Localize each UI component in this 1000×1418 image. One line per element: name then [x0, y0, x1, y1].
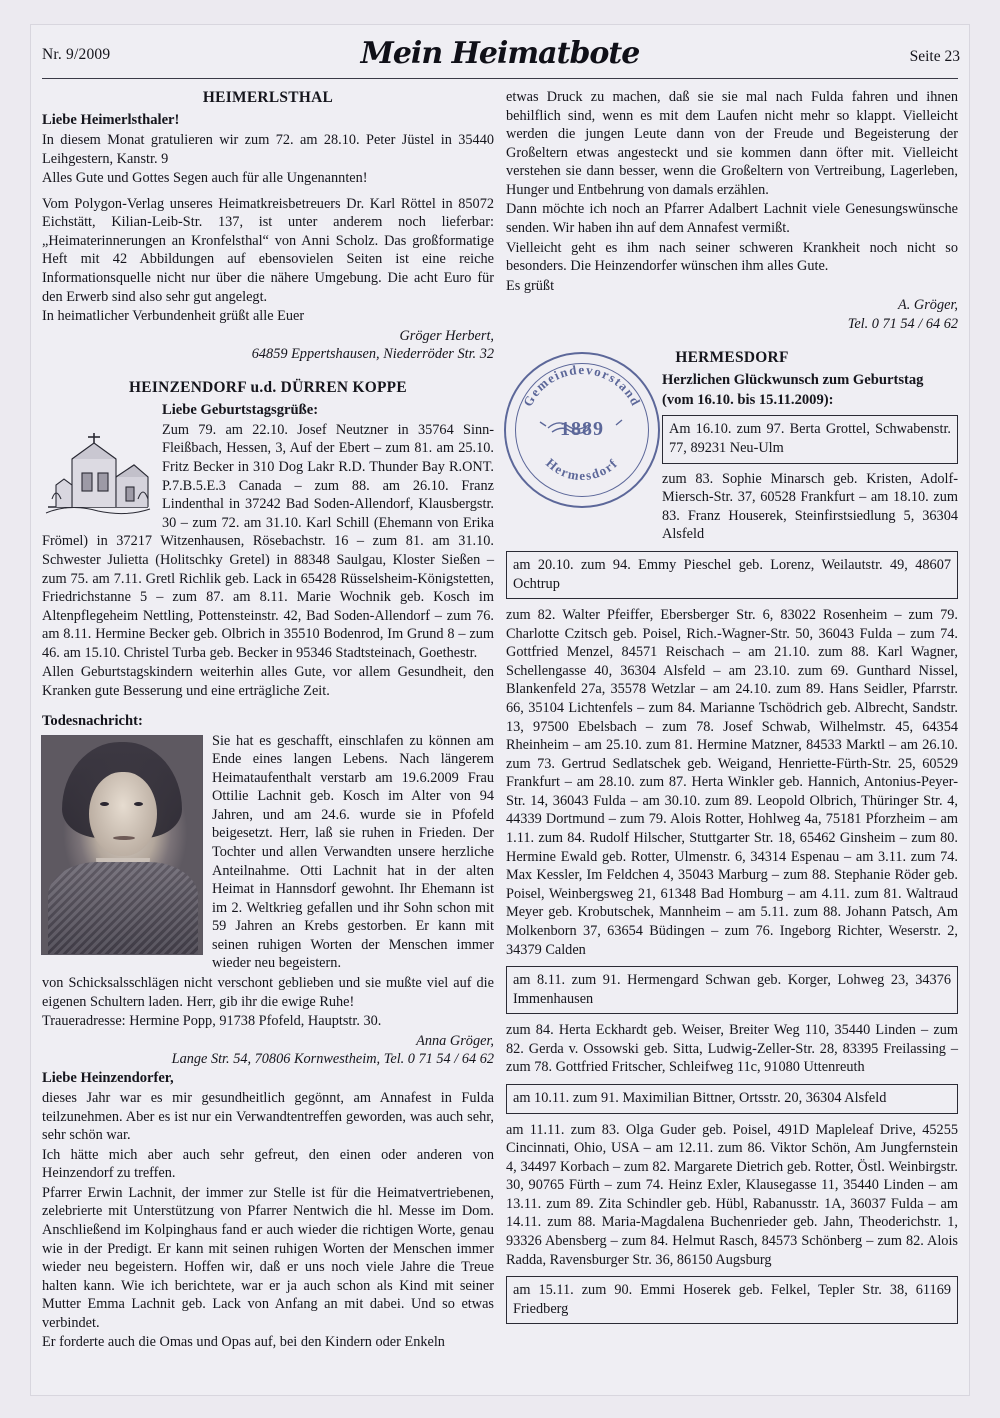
heimerlsthal-para-2: Alles Gute und Gottes Segen auch für alle Ungenannten!	[42, 170, 368, 187]
hermesdorf-lead-1: Herzlichen Glückwunsch zum Geburtstag	[662, 371, 924, 388]
masthead	[30, 36, 970, 76]
letter-para-1: dieses Jahr war es mir gesundheitlich gegönnt, am Annafest in Fulda teilzunehmen. Aber es ist nur ein Verwandtentreffen geworden, was auch sehr, sehr schön war.	[42, 1089, 494, 1144]
right-para-4: Es grüßt	[506, 277, 555, 294]
section-title-heimerlsthal: HEIMERLSTHAL	[202, 89, 334, 106]
section-title-hermesdorf: HERMESDORF	[675, 348, 789, 366]
heinzendorf-closing: Allen Geburtstagskindern weiterhin alles Gute, vor allem Gesundheit, den Kranken gute Besserung und eine erträgliche Zeit.	[42, 664, 494, 699]
municipal-stamp-icon	[504, 352, 660, 508]
svg-text:Gemeindevorstand	[520, 362, 644, 409]
left-column	[42, 88, 494, 1353]
svg-text:Hermesdorf	[543, 455, 621, 483]
right-para-1: etwas Druck zu machen, daß sie sie mal nach Fulda fahren und ihnen behilflich sind, wenn es mit dem Laufen nicht mehr so klappt. Vielleicht werden die jungen Leute dann von der Freude und Begeisterung der Großeltern etwas angesteckt und sie kommen dann öfter mit. Vielleicht verstehen sie dann besser, wenn die Großeltern von Vertreibung, Lagerleben, Hunger und Entbehrung von damals erzählen.	[506, 89, 958, 198]
death-notice-title: Todesnachricht:	[42, 712, 143, 729]
letter-para-2: Ich hätte mich aber auch sehr gefreut, den einen oder anderen von Heinzendorf zu treffen.	[42, 1146, 494, 1182]
birthday-box-3: am 8.11. zum 91. Hermengard Schwan geb. Korger, Lohweg 23, 34376 Immenhausen	[506, 966, 958, 1014]
birthday-entry-1: zum 83. Sophie Minarsch geb. Kristen, Adolf-Miersch-Str. 37, 60528 Frankfurt – am 18.10. zum 83. Franz Houserek, Steinfirstsiedlung 5, 36304 Alsfeld	[662, 470, 958, 543]
death-notice-text: Sie hat es geschafft, einschlafen zu können am Ende eines langen Lebens. Nach längerem Heimataufenthalt verstarb am 19.6.2009 Frau Ottilie Lachnit geb. Kosch im Alter von 94 Jahren, und am 24.6. wurde sie in Pfofeld beigesetzt. Herr, laß sie ruhen in Frieden. Der Tochter und allen Verwandten unsere herzliche Anteilnahme. Otti Lachnit hat in der alten Heimat in Hannsdorf gewohnt. Ihr Ehemann ist im 2. Weltkrieg gefallen und ihr Sohn schon mit 59 Jahren an Krebs gestorben. Er kann mit seinen ruhigen Worten der Menschen immer wieder neu begeistern.	[212, 732, 494, 972]
death-notice-block	[42, 732, 494, 974]
birthday-box-5: am 15.11. zum 90. Emmi Hoserek geb. Felkel, Tepler Str. 38, 61169 Friedberg	[506, 1276, 958, 1324]
right-signature-name: A. Gröger,	[898, 297, 958, 314]
right-column	[506, 88, 958, 1331]
stamp-arc-top-text: Gemeindevorstand	[519, 361, 645, 409]
right-para-2: Dann möchte ich noch an Pfarrer Adalbert Lachnit viele Genesungswünsche senden. Wir haben ihn auf dem Annafest vermißt.	[506, 201, 958, 237]
letter-para-3: Pfarrer Erwin Lachnit, der immer zur Stelle ist für die Heimatvertriebenen, zelebrierte mit Unterstützung von Pfarrer Nentwich die hl. Messe im Dom. Anschließend im Kolpinghaus fand er auch wieder die richtigen Worte, genau wie in der Predigt. Er kann mit seinen ruhigen Worten der Menschen immer wieder neu begeistern. Hoffen wir, daß er uns noch viele Jahre die Treue halten kann. Wie ich berichtete, war er ja auch schon als Kind mit seiner Mutter Emma Lachnit geb. Lack von Anfang an mit dabei. Und so etwas verbindet.	[42, 1184, 494, 1331]
header-divider	[42, 78, 958, 79]
birthday-box-4: am 10.11. zum 91. Maximilian Bittner, Ortsstr. 20, 36304 Alsfeld	[506, 1084, 958, 1114]
right-para-3: Vielleicht geht es ihm nach seiner schweren Krankheit noch nicht so besonders. Die Heinzendorfer wünschen ihm alles Gute.	[506, 239, 958, 275]
heimerlsthal-greeting: Liebe Heimerlsthaler!	[42, 112, 180, 129]
stamp-year: 1889	[560, 417, 604, 440]
section-title-heinzendorf: HEINZENDORF u.d. DÜRREN KOPPE	[129, 378, 407, 396]
right-signature-phone: Tel. 0 71 54 / 64 62	[847, 315, 958, 332]
heimerlsthal-para-1: In diesem Monat gratulieren wir zum 72. am 28.10. Peter Jüstel in 35440 Leihgestern, Kanstr. 9	[42, 131, 494, 167]
heinzendorf-birthdays: Zum 79. am 22.10. Josef Neutzner in 35764 Sinn-Fleißbach, Hessen, 3, Auf der Ebert – zum 81. am 25.10. Fritz Becker in 310 Dog Lakr R.D. Thunder Bay R.ONT. P.7.B.5.E.3 Canada – zum 88. am 26.10. Franz Lindenthal in 37242 Bad Soden-Allendorf, Klausbergstr. 30 – zum 72. am 31.10. Karl Schill (Ehemann von Erika Frömel) in 37217 Witzenhausen, Rösebachstr. 16 – zum 81. am 31.10. Schwester Julietta (Holitschky Gretel) in 88348 Saulgau, Kloster Sießen – zum 75. am 7.11. Gretl Richlik geb. Lack in 65428 Rüsselsheim-Königstetten, Friedrichstanne 5 – zum 87. am 8.11. Marie Wochnik geb. Kosch im Altenpflegeheim Nettling, Pottensteinstr. 42, Bad Soden-Allendorf – zum 76. am 8.11. Hermine Becker geb. Olbrich in 35510 Bodenrod, Im Grund 8 – zum 46. am 15.10. Christel Turba geb. Becker in 95346 Stadtsteinach, Goethestr.	[42, 421, 494, 661]
birthday-entry-2: zum 82. Walter Pfeiffer, Ebersberger Str. 6, 83022 Rosenheim – zum 79. Charlotte Czitsch geb. Poisel, Rich.-Wagner-Str. 50, 36043 Fulda – zum 74. Gottfried Menzel, 84571 Reischach – am 21.10. zum 88. Karl Wagner, Schellengasse 40, 36304 Alsfeld – am 23.10. zum 69. Gunthard Nissel, Blankenfeld 27a, 35578 Wetzlar – am 24.10. zum 89. Hans Seidler, Pfarrstr. 66, 35104 Lichtenfels – zum 84. Marianne Tschödrich geb. Albrecht, Sandstr. 13, 97500 Ebelsbach – zum 78. Josef Schwab, Wilhelmstr. 45, 64354 Rheinheim – am 25.10. zum 81. Hermine Matzner, 84533 Marktl – am 26.10. zum 73. Gertrud Sedlatschek geb. Weigand, Henriette-Fürth-Str. 25, 60529 Frankfurt – am 28.10. zum 87. Herta Winkler geb. Hannich, Antonius-Peyer-Str. 14, 36043 Fulda – am 30.10. zum 89. Leopold Olbrich, Thüringer Str. 4, 44339 Dortmund – zum 79. Alois Rotter, Hohlweg 4a, 75181 Pforzheim – am 1.11. zum 84. Rudolf Hilscher, Stuttgarter Str. 18, 65462 Ginsheim – zum 80. Hermine Ewald geb. Rotter, Ulmenstr. 6, 34314 Espenau – am 3.11. zum 74. Max Kessler, Im Feldchen 4, 35043 Marburg – zum 88. Stephanie Röder geb. Poisel, Weinbergsweg 21, 61348 Bad Homburg – am 4.11. zum 81. Waltraud Meyer geb. Krobutschek, Mannheim – am 5.11. zum 88. Johann Patsch, Am Molkenborn 37, 63654 Büdingen – zum 76. Ingeborg Richter, Weserstr. 2, 34379 Calden	[506, 607, 958, 958]
stamp-arc-bottom-text: Hermesdorf	[543, 454, 621, 483]
heimerlsthal-para-3: Vom Polygon-Verlag unseres Heimatkreisbetreuers Dr. Karl Röttel in 85072 Eichstätt, Kilian-Leib-Str. 137, ist unter anderem noch lieferbar: „Heimaterinnerungen an Kronfelsthal“ von Anni Scholz. Das großformatige Heft mit 42 Abbildungen auf ebensovielen Seiten ist eine reiche Informationsquelle nicht nur über die nähere Umgebung. Die acht Euro für den Erwerb sind also sehr gut angelegt.	[42, 195, 494, 305]
letter-para-4: Er forderte auch die Omas und Opas auf, bei den Kindern oder Enkeln	[42, 1334, 445, 1351]
birthday-box-2: am 20.10. zum 94. Emmy Pieschel geb. Lorenz, Weilautstr. 49, 48607 Ochtrup	[506, 551, 958, 599]
birthday-entry-4: am 11.11. zum 83. Olga Guder geb. Poisel, 491D Mapleleaf Drive, 45255 Cincinnati, Ohio, USA – am 12.11. zum 86. Viktor Schön, Am Jungfernstein 4, 34497 Korbach – zum 82. Margarete Dietrich geb. Rotter, Östl. Weinbirgstr. 30, 90765 Fürth – zum 74. Heinz Exler, Klausegasse 11, 35440 Linden – am 13.11. zum 89. Zita Schindler geb. Hübl, Rabanusstr. 1A, 36037 Fulda – am 14.11. zum 88. Maria-Magdalena Buchenrieder geb. Jahn, Theoderichstr. 1, 93326 Abensberg – zum 84. Helmut Rasch, 84573 Schönberg – zum 82. Alois Radda, Ravensburger Str. 36, 86150 Augsburg	[506, 1121, 958, 1268]
deceased-portrait-photo	[42, 736, 202, 954]
publication-logo: Mein Heimatbote	[360, 36, 640, 71]
letter-greeting: Liebe Heinzendorfer,	[42, 1069, 174, 1086]
heinzendorf-subhead: Liebe Geburtstagsgrüße:	[162, 401, 319, 418]
death-notice-text-continued: von Schicksalsschlägen nicht verschont geblieben und sie mußte viel auf die eigenen Schultern laden. Herr, gib ihr die ewige Ruhe!	[42, 975, 494, 1010]
birthday-box-1: Am 16.10. zum 97. Berta Grottel, Schwabenstr. 77, 89231 Neu-Ulm	[662, 415, 958, 463]
issue-number: Nr. 9/2009	[42, 46, 111, 63]
heimerlsthal-signature-name: Gröger Herbert,	[399, 327, 494, 344]
heinzendorf-signature-address: Lange Str. 54, 70806 Kornwestheim, Tel. 0 71 54 / 64 62	[171, 1051, 494, 1068]
heinzendorf-illustration-block	[42, 401, 494, 662]
mourning-address: Traueradresse: Hermine Popp, 91738 Pfofeld, Hauptstr. 30.	[42, 1013, 382, 1030]
heimerlsthal-para-4: In heimatlicher Verbundenheit grüßt alle Euer	[42, 308, 305, 325]
church-illustration-icon	[42, 403, 154, 523]
heinzendorf-signature-name: Anna Gröger,	[416, 1032, 494, 1049]
hermesdorf-lead-2: (vom 16.10. bis 15.11.2009):	[662, 391, 834, 408]
birthday-entry-3: zum 84. Herta Eckhardt geb. Weiser, Breiter Weg 110, 35440 Linden – zum 82. Gerda v. Ossowski geb. Sitta, Ludwig-Zeller-Str. 28, 83395 Freilassing – zum 78. Gottfried Fritscher, Schleifweg 11c, 91080 Uttenreuth	[506, 1022, 958, 1076]
hermesdorf-block	[506, 348, 958, 544]
heimerlsthal-signature-address: 64859 Eppertshausen, Niederröder Str. 32	[251, 346, 494, 363]
page-number: Seite 23	[909, 48, 960, 65]
